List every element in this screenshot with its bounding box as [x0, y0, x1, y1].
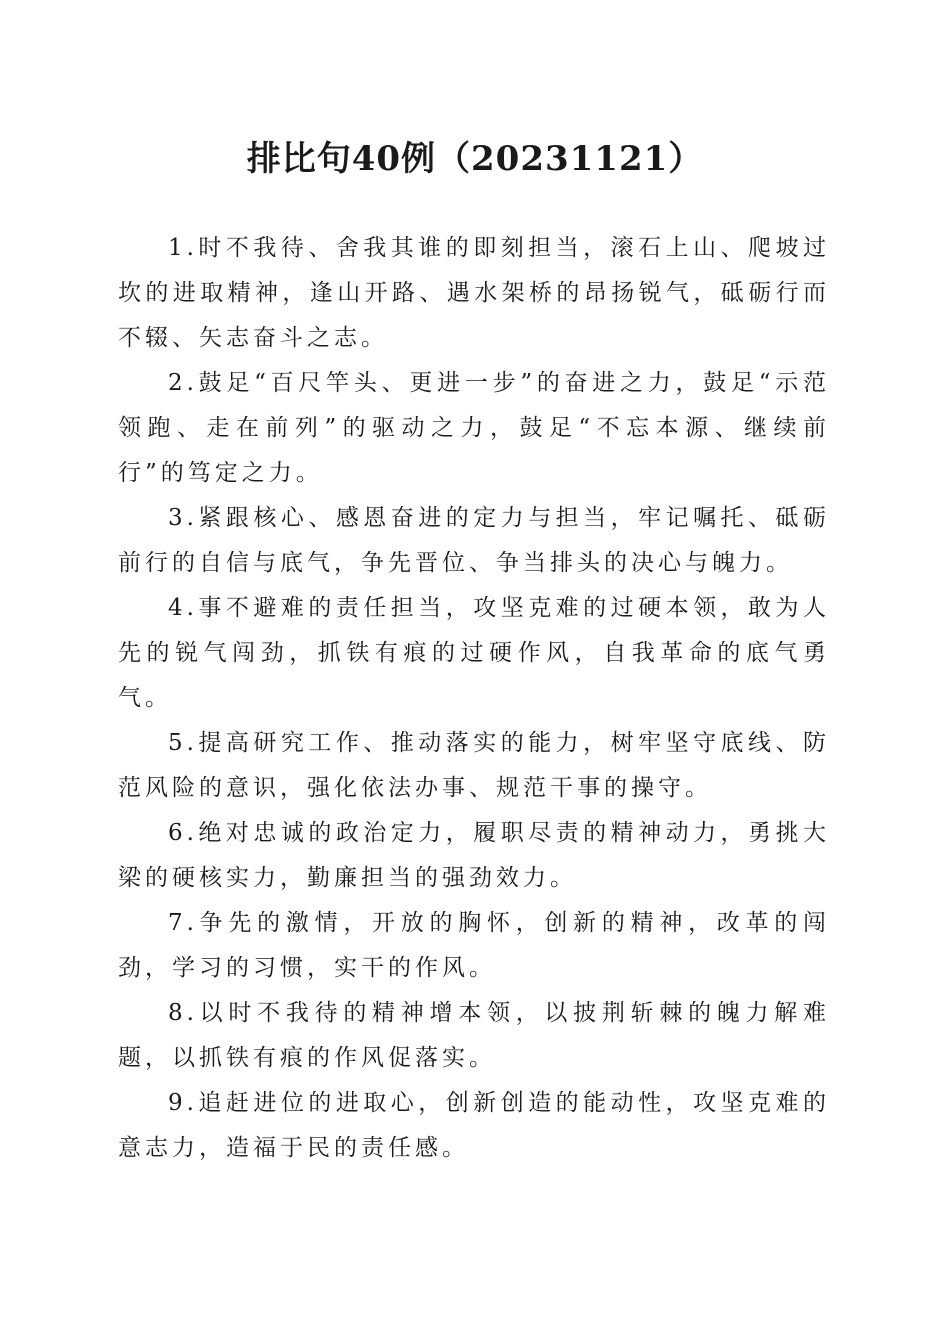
paragraph-6: 6.绝对忠诚的政治定力，履职尽责的精神动力，勇挑大梁的硬核实力，勤廉担当的强劲效力。: [118, 820, 830, 891]
paragraph-1: 1.时不我待、舍我其谁的即刻担当，滚石上山、爬坡过坎的进取精神，逢山开路、遇水架桥的昂扬锐气，砥砺行而不辍、矢志奋斗之志。: [118, 235, 830, 351]
paragraph-5: 5.提高研究工作、推动落实的能力，树牢坚守底线、防范风险的意识，强化依法办事、规范干事的操守。: [118, 730, 830, 801]
paragraph-4: 4.事不避难的责任担当，攻坚克难的过硬本领，敢为人先的锐气闯劲，抓铁有痕的过硬作风，自我革命的底气勇气。: [118, 595, 830, 711]
document-title: 排比句40例（20231121）: [246, 139, 704, 179]
paragraph-7: 7.争先的激情，开放的胸怀，创新的精神，改革的闯劲，学习的习惯，实干的作风。: [118, 910, 830, 981]
paragraph-3: 3.紧跟核心、感恩奋进的定力与担当，牢记嘱托、砥砺前行的自信与底气，争先晋位、争当排头的决心与魄力。: [118, 505, 830, 576]
paragraph-8: 8.以时不我待的精神增本领，以披荆斩棘的魄力解难题，以抓铁有痕的作风促落实。: [118, 1000, 830, 1071]
paragraph-9: 9.追赶进位的进取心，创新创造的能动性，攻坚克难的意志力，造福于民的责任感。: [118, 1090, 830, 1161]
paragraph-2: 2.鼓足“百尺竿头、更进一步”的奋进之力，鼓足“示范领跑、走在前列”的驱动之力，鼓足“不忘本源、继续前行”的笃定之力。: [118, 370, 830, 486]
document-body: [118, 226, 830, 1171]
